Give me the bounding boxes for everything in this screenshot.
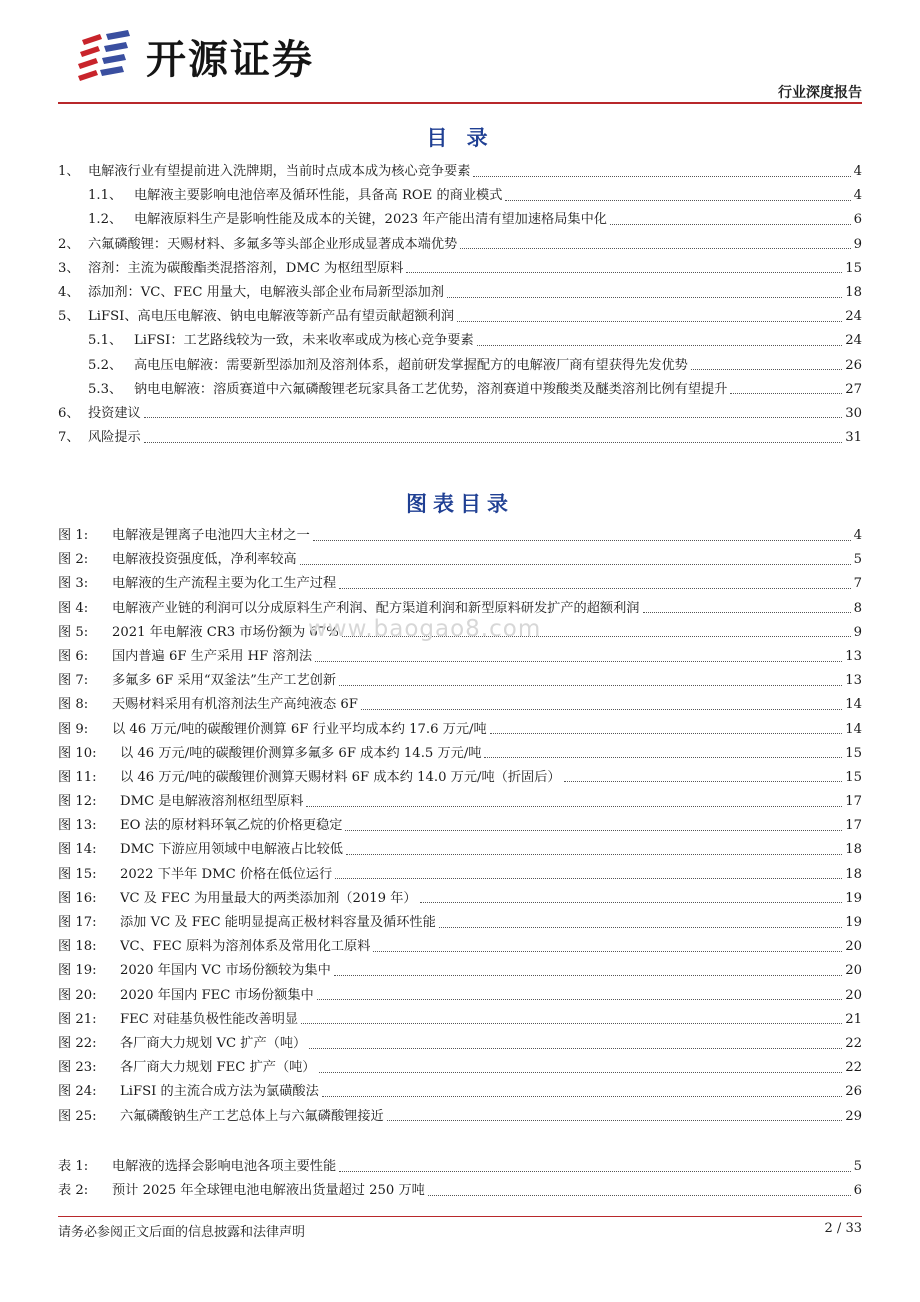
figure-entry-page: 14 [845,721,862,737]
dot-leader [643,612,851,613]
toc-entry-title: 溶剂：主流为碳酸酯类混搭溶剂，DMC 为枢纽型原料 [88,260,404,276]
dot-leader [439,927,842,928]
figure-entry[interactable] [58,669,862,693]
toc-entry[interactable] [58,208,862,232]
figure-entry-page: 22 [845,1060,862,1076]
figure-entry-page: 14 [845,697,862,713]
figure-entry-page: 22 [845,1035,862,1051]
figure-entry-title: 2022 下半年 DMC 价格在低位运行 [120,866,333,882]
toc-entry-page: 6 [853,212,862,228]
figure-entry[interactable] [58,524,862,548]
figure-entry[interactable] [58,645,862,669]
toc-title: 目 录 [426,126,494,150]
toc-entry-number: 2、 [58,236,80,252]
figure-entry[interactable] [58,1008,862,1032]
figure-entry-page: 18 [845,842,862,858]
toc-entry[interactable] [58,402,862,426]
figure-entry-number: 图 8: [58,697,89,713]
dot-leader [484,757,842,758]
figure-entry-title: 六氟磷酸钠生产工艺总体上与六氟磷酸锂接近 [120,1108,384,1124]
dot-leader [144,442,842,443]
table-entry-page: 6 [853,1183,862,1199]
figure-entry-title: 各厂商大力规划 FEC 扩产（吨） [120,1060,316,1076]
figure-entry-title: 以 46 万元/吨的碳酸锂价测算天赐材料 6F 成本约 14.0 万元/吨（折固后） [120,769,561,785]
figure-entry[interactable] [58,814,862,838]
figure-entry-page: 9 [853,624,862,640]
figure-entry-page: 20 [845,939,862,955]
figure-entry-title: FEC 对硅基负极性能改善明显 [120,1011,299,1027]
figure-entry-number: 图 20: [58,987,97,1003]
dot-leader [420,902,843,903]
toc-entry[interactable] [58,354,862,378]
figure-entry-number: 图 9: [58,721,89,737]
toc-entry-title: LiFSI、高电压电解液、钠电电解液等新产品有望贡献超额利润 [88,309,455,325]
figure-list [58,524,862,1129]
figure-entry-page: 7 [853,576,862,592]
figure-entry-number: 图 3: [58,576,89,592]
figure-entry-page: 13 [845,673,862,689]
table-entry-number: 表 2: [58,1183,89,1199]
dot-leader [309,1048,842,1049]
figure-entry-page: 20 [845,987,862,1003]
figure-entry-page: 8 [853,600,862,616]
figure-entry[interactable] [58,790,862,814]
toc-entry-title: 高电压电解液：需要新型添加剂及溶剂体系，超前研发掌握配方的电解液厂商有望获得先发优势 [134,357,688,373]
figure-entry-number: 图 14: [58,842,97,858]
toc-entry-title: 风险提示 [88,430,141,446]
toc-entry-title: 电解液主要影响电池倍率及循环性能，具备高 ROE 的商业模式 [134,188,503,204]
toc-entry-number: 5、 [58,309,80,325]
toc-entry-page: 4 [853,164,862,179]
figure-entry-number: 图 2: [58,552,89,568]
dot-leader [428,1195,851,1196]
figure-entry[interactable] [58,1105,862,1129]
toc-entry[interactable] [58,378,862,402]
figure-entry-page: 26 [845,1084,862,1100]
figure-entry-title: 各厂商大力规划 VC 扩产（吨） [120,1035,307,1051]
figure-entry-number: 图 12: [58,794,97,810]
figure-entry-title: 电解液的生产流程主要为化工生产过程 [112,576,337,592]
figure-entry-page: 19 [845,890,862,906]
figure-entry-title: DMC 下游应用领域中电解液占比较低 [120,842,343,858]
figure-entry-page: 29 [845,1108,862,1124]
toc-entry-number: 5.3、 [88,381,123,397]
toc-entry[interactable] [58,305,862,329]
toc-entry-title: 电解液行业有望提前进入洗牌期，当前时点成本成为核心竞争要素 [88,164,471,179]
toc-entry-page: 9 [853,236,862,252]
report-type-label: 行业深度报告 [778,85,862,101]
figure-entry-title: 电解液产业链的利润可以分成原料生产利润、配方渠道利润和新型原料研发扩产的超额利润 [112,600,640,616]
figure-entry-title: 电解液是锂离子电池四大主材之一 [112,528,310,543]
table-entry-title: 电解液的选择会影响电池各项主要性能 [112,1159,337,1174]
dot-leader [490,733,843,734]
figure-entry[interactable] [58,742,862,766]
toc-entry-title: 投资建议 [88,405,141,421]
dot-leader [144,417,842,418]
dot-leader [345,830,842,831]
toc-entry-page: 26 [845,357,862,373]
figure-entry-title: 以 46 万元/吨的碳酸锂价测算 6F 行业平均成本约 17.6 万元/吨 [112,721,487,737]
figure-entry-title: 多氟多 6F 采用“双釜法”生产工艺创新 [112,673,337,689]
dot-leader [730,393,842,394]
figure-entry-number: 图 16: [58,890,97,906]
figure-entry[interactable] [58,1056,862,1080]
toc-entry[interactable] [58,184,862,208]
brand-logo [76,28,314,85]
figure-entry-title: 2020 年国内 FEC 市场份额集中 [120,987,314,1003]
figure-entry[interactable] [58,984,862,1008]
figure-entry-title: 2020 年国内 VC 市场份额较为集中 [120,963,331,979]
dot-leader [373,951,842,952]
dot-leader [505,200,850,201]
dot-leader [457,321,842,322]
dot-leader [691,369,842,370]
toc-entry-number: 7、 [58,430,80,446]
figure-entry-page: 19 [845,915,862,930]
figure-entry[interactable] [58,718,862,742]
toc-entry[interactable] [58,281,862,305]
figure-entry-number: 图 1: [58,528,89,543]
figure-entry[interactable] [58,887,862,911]
toc-entry-page: 24 [845,309,862,325]
dot-leader [346,854,842,855]
toc-entry-page: 31 [845,430,862,446]
toc-entry-number: 4、 [58,284,80,300]
dot-leader [335,878,842,879]
table-entry[interactable] [58,1155,862,1179]
figure-entry-title: 国内普遍 6F 生产采用 HF 溶剂法 [112,648,313,664]
dot-leader [315,661,842,662]
toc-entry-number: 1.1、 [88,188,123,204]
figure-entry[interactable] [58,911,862,935]
figure-entry-number: 图 5: [58,624,89,640]
figure-entry[interactable] [58,1032,862,1056]
figure-entry-title: VC、FEC 原料为溶剂体系及常用化工原料 [120,939,371,955]
figure-entry-number: 图 25: [58,1108,97,1124]
toc-entry[interactable] [58,329,862,353]
figure-entry-title: 以 46 万元/吨的碳酸锂价测算多氟多 6F 成本约 14.5 万元/吨 [120,745,482,761]
figure-entry-number: 图 6: [58,648,89,664]
figure-entry-number: 图 10: [58,745,97,761]
figure-entry-number: 图 11: [58,769,97,785]
page-header [58,22,862,104]
brand-name: 开源证券 [146,37,314,83]
toc-entry-page: 18 [845,284,862,300]
figure-entry-title: DMC 是电解液溶剂枢纽型原料 [120,794,304,810]
toc-entry-number: 3、 [58,260,80,276]
figure-entry[interactable] [58,766,862,790]
toc-entry-number: 1、 [58,164,80,179]
toc-entry-number: 6、 [58,405,80,421]
figure-entry[interactable] [58,863,862,887]
figure-entry-page: 18 [845,866,862,882]
table-entry-number: 表 1: [58,1159,89,1174]
dot-leader [306,806,842,807]
dot-leader [473,176,850,177]
table-list [58,1155,862,1203]
figure-entry-page: 5 [853,552,862,568]
figure-entry-page: 21 [845,1011,862,1027]
dot-leader [301,1023,842,1024]
figure-entry-title: VC 及 FEC 为用量最大的两类添加剂（2019 年） [120,890,417,906]
figure-entry-number: 图 21: [58,1011,97,1027]
toc-entry-title: 钠电电解液：溶质赛道中六氟磷酸锂老玩家具备工艺优势，溶剂赛道中羧酸类及醚类溶剂比例有望提升 [134,381,728,397]
dot-leader [447,297,842,298]
figure-entry-title: 天赐材料采用有机溶剂法生产高纯液态 6F [112,697,358,713]
toc-entry-title: LiFSI：工艺路线较为一致，未来收率或成为核心竞争要素 [134,333,474,349]
dot-leader [361,709,842,710]
dot-leader [406,272,842,273]
figure-entry[interactable] [58,693,862,717]
toc-entry[interactable] [58,426,862,450]
dot-leader [564,781,843,782]
toc-entry[interactable] [58,257,862,281]
dot-leader [334,975,842,976]
figure-entry-title: 2021 年电解液 CR3 市场份额为 67% [112,624,339,640]
header-divider [58,102,862,104]
toc-entry-page: 24 [845,333,862,349]
figure-entry-number: 图 17: [58,915,97,930]
dot-leader [319,1072,843,1073]
figure-entry-number: 图 19: [58,963,97,979]
toc-entry-title: 六氟磷酸锂：天赐材料、多氟多等头部企业形成显著成本端优势 [88,236,458,252]
figure-entry-page: 15 [845,745,862,761]
dot-leader [339,588,850,589]
toc-entry[interactable] [58,233,862,257]
dot-leader [477,345,843,346]
figure-entry-title: 添加 VC 及 FEC 能明显提高正极材料容量及循环性能 [120,915,436,930]
kaiyuan-logo-icon [76,30,136,84]
toc-entry-number: 5.1、 [88,333,123,349]
toc-entry-number: 1.2、 [88,212,123,228]
figure-entry-page: 17 [845,794,862,810]
toc-entry-title: 电解液原料生产是影响性能及成本的关键，2023 年产能出清有望加速格局集中化 [134,212,607,228]
figure-entry-page: 4 [853,528,862,543]
figure-entry-page: 17 [845,818,862,834]
figure-entry[interactable] [58,838,862,862]
figure-entry-number: 图 15: [58,866,97,882]
dot-leader [317,999,843,1000]
footer-divider [58,1216,862,1217]
toc-list [58,160,862,450]
watermark: www.baogao8.com [308,616,542,642]
figure-entry[interactable] [58,548,862,572]
figure-entry[interactable] [58,935,862,959]
figure-entry-number: 图 13: [58,818,97,834]
figure-entry-title: 电解液投资强度低，净利率较高 [112,552,297,568]
dot-leader [322,1096,842,1097]
figure-entry-number: 图 24: [58,1084,97,1100]
figure-entry[interactable] [58,572,862,596]
table-entry[interactable] [58,1179,862,1203]
dot-leader [300,564,851,565]
toc-entry-title: 添加剂：VC、FEC 用量大，电解液头部企业布局新型添加剂 [88,284,444,300]
dot-leader [339,685,842,686]
figure-entry[interactable] [58,1080,862,1104]
figure-entry-title: EO 法的原材料环氧乙烷的价格更稳定 [120,818,343,834]
table-entry-title: 预计 2025 年全球锂电池电解液出货量超过 250 万吨 [112,1183,425,1199]
figure-entry-page: 15 [845,769,862,785]
table-entry-page: 5 [853,1159,862,1174]
toc-entry-page: 30 [845,405,862,421]
toc-entry[interactable] [58,160,862,184]
figure-entry-number: 图 4: [58,600,89,616]
dot-leader [339,1171,850,1172]
figure-entry-number: 图 23: [58,1060,97,1076]
toc-entry-page: 4 [853,188,862,204]
figure-entry-number: 图 7: [58,673,89,689]
figure-entry[interactable] [58,959,862,983]
toc-entry-page: 15 [845,260,862,276]
figure-entry-page: 13 [845,648,862,664]
figure-entry-page: 20 [845,963,862,979]
figure-entry-title: LiFSI 的主流合成方法为氯磺酸法 [120,1084,319,1100]
figure-entry-number: 图 18: [58,939,97,955]
toc-entry-number: 5.2、 [88,357,123,373]
figure-entry-number: 图 22: [58,1035,97,1051]
figure-list-title: 图表目录 [406,492,514,516]
dot-leader [387,1120,842,1121]
footer-disclaimer: 请务必参阅正文后面的信息披露和法律声明 [58,1225,306,1240]
page-indicator: 2 / 33 [824,1221,862,1236]
toc-entry-page: 27 [845,381,862,397]
dot-leader [460,248,850,249]
dot-leader [610,224,851,225]
dot-leader [313,540,851,541]
